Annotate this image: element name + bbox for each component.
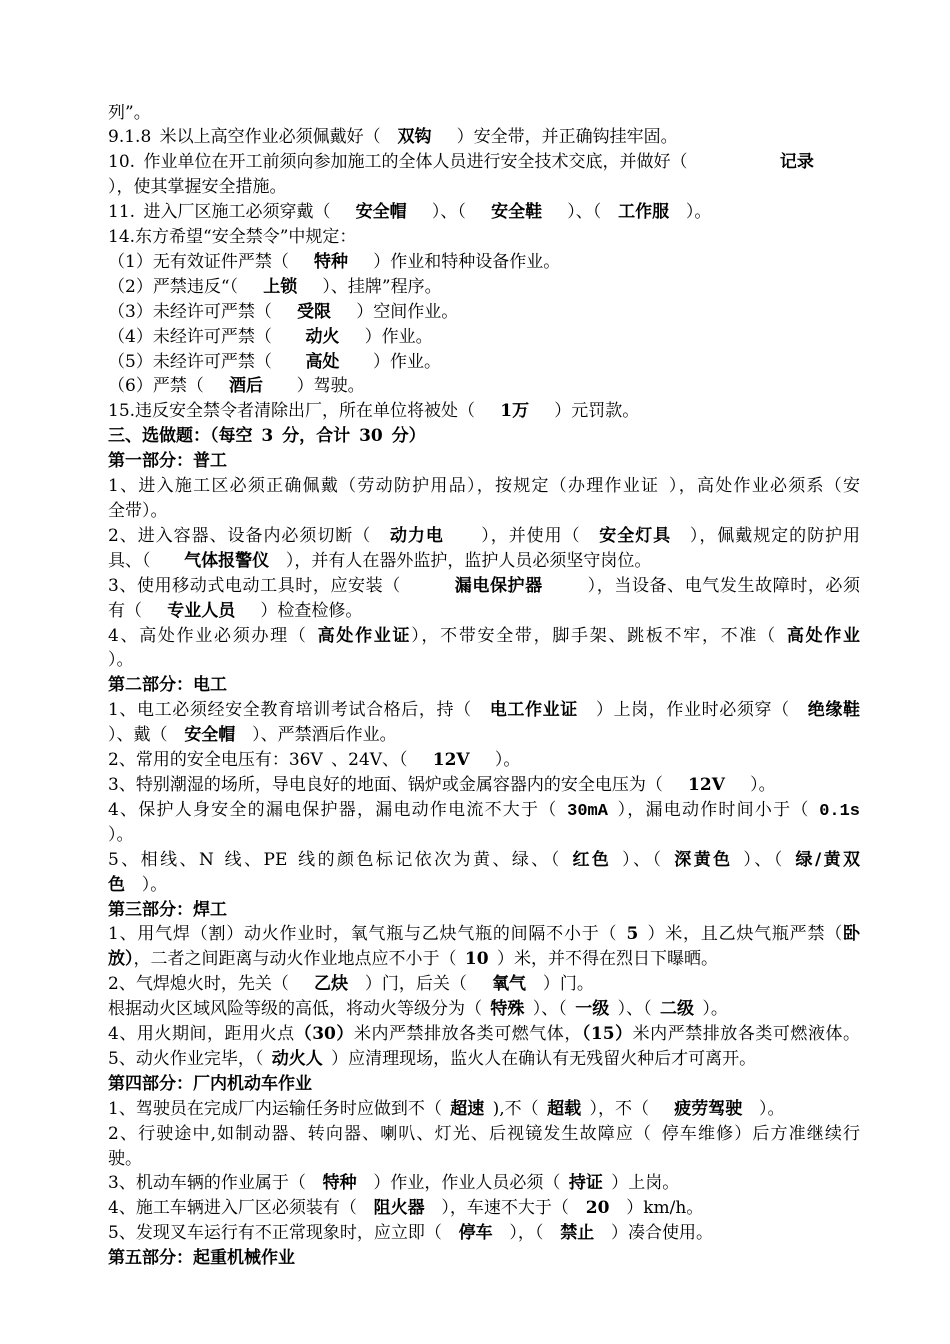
line-text: 3、使用移动式电动工具时，应安装（: [108, 575, 455, 596]
part-heading: 第四部分：厂内机动车作业: [108, 1073, 312, 1094]
question-line: [108, 1147, 860, 1172]
answer-text: 氧气: [492, 974, 527, 995]
question-line: [108, 399, 860, 424]
line-text: ）、严禁酒后作业。: [235, 725, 397, 746]
question-line: [108, 225, 860, 250]
line-text: ）km/h。: [609, 1198, 704, 1219]
line-text: ）、挂牌”程序。: [297, 276, 442, 297]
line-text: 4、施工车辆进入厂区必须装有（: [108, 1198, 374, 1219]
question-line: [108, 175, 860, 200]
answer-text: 停车: [458, 1223, 493, 1244]
question-line: [108, 947, 860, 972]
line-text: 驶。: [108, 1148, 142, 1169]
line-text: ）作业和特种设备作业。: [348, 251, 561, 272]
line-text: ）。: [724, 774, 776, 795]
question-line: [108, 1171, 860, 1196]
answer-text: 深黄色: [674, 849, 733, 870]
answer-text: （30）: [294, 1024, 354, 1045]
question-line: [108, 275, 860, 300]
line-text: 4、保护人身安全的漏电保护器，漏电动作电流不大于（: [108, 799, 568, 820]
line-text: ）检查检修。: [235, 600, 363, 621]
line-text: （5）未经许可严禁（: [108, 351, 306, 372]
line-text: ）。: [669, 202, 712, 223]
question-line: [108, 150, 860, 175]
part-heading: 第三部分：焊工: [108, 899, 227, 920]
answer-text: 特种: [322, 1173, 357, 1194]
answer-text: 5: [626, 924, 639, 945]
question-line: [108, 773, 860, 798]
line-text: ），并有人在器外监护，监护人员必须坚守岗位。: [269, 550, 652, 571]
line-text: ）空间作业。: [331, 301, 459, 322]
question-line: [108, 524, 860, 549]
line-text: 1、进入施工区必须正确佩戴（劳动防护用品），按规定（办理作业证 ），高处作业必须系（安: [108, 476, 860, 497]
question-line: [108, 1196, 860, 1221]
answer-text: 漏电保护器: [454, 575, 543, 596]
question-line: [108, 972, 860, 997]
line-text: ）。: [694, 999, 728, 1020]
question-line: [108, 1097, 860, 1122]
line-text: ）作业，作业人员必须（: [356, 1173, 569, 1194]
answer-text: 10: [464, 949, 489, 970]
line-text: 2、气焊熄火时，先关（: [108, 974, 315, 995]
question-line: [108, 325, 860, 350]
question-line: [108, 549, 860, 574]
line-text: （3）未经许可严禁（: [108, 301, 298, 322]
question-line: [108, 848, 860, 873]
answer-text: 酒后: [229, 376, 264, 397]
line-text: 有（: [108, 600, 168, 621]
question-line: [108, 648, 860, 673]
answer-text: （15）: [581, 1024, 633, 1045]
question-line: [108, 374, 860, 399]
document-page: [108, 101, 860, 1272]
line-text: ），并使用（: [443, 525, 600, 546]
answer-text: 超速: [450, 1098, 485, 1119]
line-text: （2）严禁违反“（: [108, 276, 264, 297]
line-text: ）元罚款。: [529, 401, 640, 422]
line-text: 14.东方希望“安全禁令”中规定：: [108, 227, 357, 248]
answer-text: 疲劳驾驶: [674, 1098, 743, 1119]
line-text: （6）严禁（: [108, 376, 230, 397]
line-text: 米内严禁排放各类可燃气体，: [353, 1024, 582, 1045]
line-text: ）、（: [611, 849, 675, 870]
line-text: ）作业。: [339, 326, 433, 347]
line-text: ）。: [108, 650, 134, 671]
line-text: 4、用火期间，距用火点: [108, 1024, 295, 1045]
line-text: ）米，且乙炔气瓶严禁（: [638, 924, 844, 945]
line-text: ）门。: [526, 974, 594, 995]
question-line: [108, 101, 860, 126]
line-text: ）凑合使用。: [594, 1223, 714, 1244]
answer-text: 受限: [297, 301, 332, 322]
line-text: 1、驾驶员在完成厂内运输任务时应做到不（: [108, 1098, 451, 1119]
question-line: [108, 624, 860, 649]
question-line: [108, 1221, 860, 1246]
answer-text: 绝缘鞋: [807, 700, 860, 721]
answer-text: 二级: [660, 999, 695, 1020]
answer-text: 气体报警仪: [184, 550, 270, 571]
question-line: [108, 300, 860, 325]
line-text: （4）未经许可严禁（: [108, 326, 306, 347]
line-text: 3、特别潮湿的场所，导电良好的地面、锅炉或金属容器内的安全电压为（: [108, 774, 689, 795]
line-text: ）、（: [732, 849, 796, 870]
question-line: [108, 698, 860, 723]
line-text: 3、机动车辆的作业属于（: [108, 1173, 323, 1194]
line-text: 11. 进入厂区施工必须穿戴（: [108, 202, 356, 223]
line-text: ）。: [469, 750, 521, 771]
part-heading: 第五部分：起重机械作业: [108, 1248, 295, 1269]
answer-text: 卧: [843, 924, 860, 945]
line-text: ）上岗。: [602, 1173, 680, 1194]
line-text: 9.1.8 米以上高空作业必须佩戴好（: [108, 127, 398, 148]
line-text: ），当设备、电气发生故障时，必须: [542, 575, 860, 596]
question-line: [108, 1122, 860, 1147]
part-heading: 第二部分：电工: [108, 675, 227, 696]
line-text: ）、（: [542, 202, 619, 223]
question-line: [108, 748, 860, 773]
line-text: ),不（: [484, 1098, 548, 1119]
line-text: 2、行驶途中,如制动器、转向器、喇叭、灯光、后视镜发生故障应（ 停车维修）后方准继续行: [108, 1123, 860, 1144]
line-text: ）安全带，并正确钩挂牢固。: [431, 127, 678, 148]
question-line: [108, 922, 860, 947]
line-text: 具、（: [108, 550, 185, 571]
question-line: [108, 125, 860, 150]
line-text: 米内严禁排放各类可燃液体。: [632, 1024, 860, 1045]
question-line: [108, 873, 860, 898]
answer-text: 工作服: [618, 202, 670, 223]
line-text: ）、（: [406, 202, 492, 223]
answer-text: 持证: [568, 1173, 603, 1194]
line-text: ）上岗，作业时必须穿（: [577, 700, 808, 721]
answer-text: 动力电: [389, 525, 444, 546]
question-line: [108, 599, 860, 624]
question-line: [108, 823, 860, 848]
answer-text: 记录: [779, 152, 814, 173]
line-text: ）驾驶。: [263, 376, 365, 397]
line-text: ），佩戴规定的防护用: [671, 525, 860, 546]
line-text: 1、用气焊（割）动火作业时，氧气瓶与乙炔气瓶的间隔不小于（: [108, 924, 627, 945]
line-text: ），车速不大于（: [424, 1198, 586, 1219]
answer-text: 动火: [305, 326, 340, 347]
answer-text: 30mA: [567, 801, 608, 821]
answer-text: 一级: [575, 999, 610, 1020]
answer-text: 12V: [688, 774, 725, 795]
answer-text: 红色: [572, 849, 612, 870]
answer-text: 0.1s: [819, 801, 860, 821]
answer-text: 高处作业证: [317, 625, 412, 646]
line-text: ）、（: [524, 999, 576, 1020]
line-text: 2、常用的安全电压有：36V 、24V、（: [108, 750, 433, 771]
line-text: ，二者之间距离与动火作业地点应不小于（: [133, 949, 465, 970]
answer-text: 双钩: [397, 127, 432, 148]
line-text: ），（: [492, 1223, 561, 1244]
line-text: ）、（: [609, 999, 661, 1020]
question-line: [108, 250, 860, 275]
line-text: 5、发现叉车运行有不正常现象时，应立即（: [108, 1223, 459, 1244]
line-text: 10. 作业单位在开工前须向参加施工的全体人员进行安全技术交底，并做好（: [108, 152, 780, 173]
answer-text: 特种: [314, 251, 349, 272]
answer-text: 安全帽: [355, 202, 407, 223]
line-text: 全带）。: [108, 501, 168, 521]
answer-text: 绿/黄双: [795, 849, 860, 870]
question-line: [108, 1047, 860, 1072]
line-text: 2、进入容器、设备内必须切断（: [108, 525, 390, 546]
answer-text: 特殊: [490, 999, 525, 1020]
answer-text: 安全帽: [184, 725, 236, 746]
question-line: [108, 474, 860, 499]
line-text: ）。: [108, 824, 134, 845]
answer-text: 超载: [547, 1098, 582, 1119]
line-text: ）应清理现场，监火人在确认有无残留火种后才可离开。: [322, 1048, 757, 1069]
question-line: [108, 798, 860, 823]
answer-text: 1万: [500, 401, 530, 422]
line-text: 5、动火作业完毕，（: [108, 1048, 272, 1069]
answer-text: 安全灯具: [599, 525, 672, 546]
part-heading: 第一部分：普工: [108, 451, 227, 472]
line-text: ），不带安全带，脚手架、跳板不牢，不准（: [411, 625, 787, 646]
question-line: [108, 200, 860, 225]
answer-text: 放）: [108, 949, 134, 970]
question-line: [108, 499, 860, 524]
line-text: ）。: [742, 1098, 785, 1119]
line-text: ）米，并不得在烈日下曝晒。: [488, 949, 718, 970]
question-line: [108, 1022, 860, 1047]
answer-text: 12V: [432, 750, 470, 771]
answer-text: 上锁: [263, 276, 298, 297]
answer-text: 禁止: [560, 1223, 595, 1244]
line-text: ）作业。: [339, 351, 442, 372]
line-text: 根据动火区域风险等级的高低，将动火等级分为（: [108, 999, 491, 1020]
line-text: ），不（: [581, 1098, 675, 1119]
line-text: （1）无有效证件严禁（: [108, 251, 315, 272]
line-text: ）、戴（: [108, 725, 185, 746]
answer-text: 乙炔: [314, 974, 349, 995]
question-line: [108, 350, 860, 375]
line-text: 1、电工必须经安全教育培训考试合格后，持（: [108, 700, 490, 721]
line-text: ），漏电动作时间小于（: [607, 799, 820, 820]
answer-text: 20: [585, 1198, 610, 1219]
question-line: [108, 997, 860, 1022]
answer-text: 高处: [305, 351, 340, 372]
line-text: 15.违反安全禁令者清除出厂，所在单位将被处（: [108, 401, 501, 422]
line-text: ），使其掌握安全措施。: [108, 177, 287, 198]
answer-text: 阻火器: [373, 1198, 425, 1219]
answer-text: 专业人员: [167, 600, 236, 621]
answer-text: 动火人: [271, 1048, 323, 1069]
answer-text: 电工作业证: [489, 700, 578, 721]
question-line: [108, 723, 860, 748]
section-heading: 三、选做题：（每空 3 分，合计 30 分）: [108, 426, 426, 447]
line-text: 4、高处作业必须办理（: [108, 625, 318, 646]
line-text: 5、相线、N 线、PE 线的颜色标记依次为黄、绿、（: [108, 849, 573, 870]
question-line: [108, 574, 860, 599]
answer-text: 高处作业: [786, 625, 860, 646]
line-text: 列”。: [108, 102, 151, 123]
answer-text: 色: [108, 874, 125, 895]
line-text: ）。: [125, 874, 168, 895]
line-text: ）门，后关（: [348, 974, 493, 995]
answer-text: 安全鞋: [491, 202, 543, 223]
